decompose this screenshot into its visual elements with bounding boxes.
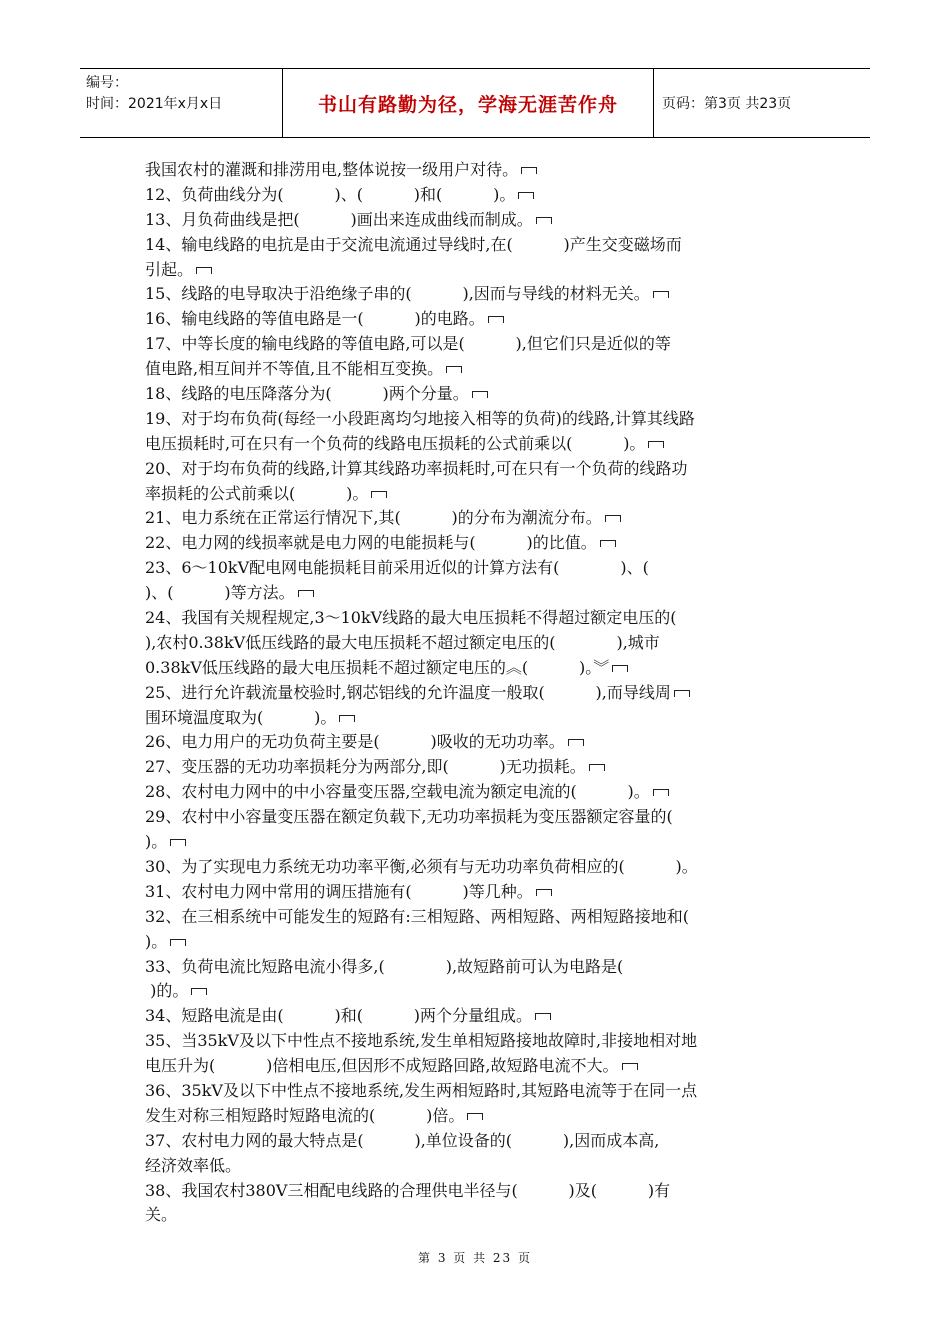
header-left-cell [80,69,283,137]
header-table [80,68,870,138]
text-line [145,233,809,258]
line-text: 电压升为( )倍相电压,但因形不成短路回路,故短路电流不大。 [145,1056,619,1076]
text-line [145,656,809,681]
line-text: 34、短路电流是由( )和( )两个分量组成。 [145,1006,533,1026]
paragraph-mark-icon [371,491,387,498]
text-line [145,1029,809,1054]
line-text: )。 [145,832,168,852]
line-text: )、( )等方法。 [145,583,295,603]
paragraph-mark-icon [648,441,664,448]
line-text: 率损耗的公式前乘以( )。 [145,483,369,503]
line-text: 29、农村中小容量变压器在额定负载下,无功功率损耗为变压器额定容量的( [145,807,673,827]
line-text: 16、输电线路的等值电路是一( )的电路。 [145,309,485,329]
text-line [145,930,809,955]
text-line [145,979,809,1004]
text-line [145,1179,809,1204]
text-line [145,955,809,980]
paragraph-mark-icon [521,167,537,174]
paragraph-mark-icon [674,690,690,697]
paragraph-mark-icon [488,316,504,323]
paragraph-mark-icon [600,540,616,547]
line-text: 20、对于均布负荷的线路,计算其线路功率损耗时,可在只有一个负荷的线路功 [145,458,688,478]
text-line [145,332,809,357]
line-text: 12、负荷曲线分为( )、( )和( )。 [145,184,516,204]
paragraph-mark-icon [605,515,621,522]
text-line [145,855,809,880]
line-text: 38、我国农村380V三相配电线路的合理供电半径与( )及( )有 [145,1180,671,1200]
text-line [145,506,809,531]
text-line [145,581,809,606]
paragraph-mark-icon [467,1113,483,1120]
line-text: 33、负荷电流比短路电流小得多,( ),故短路前可认为电路是( [145,956,624,976]
paragraph-mark-icon [191,988,207,995]
text-line [145,681,809,706]
paragraph-mark-icon [298,590,314,597]
text-line [145,482,809,507]
text-line [145,407,809,432]
line-text: 26、电力用户的无功负荷主要是( )吸收的无功功率。 [145,732,565,752]
text-line [145,780,809,805]
text-line [145,282,809,307]
line-text: 36、35kV及以下中性点不接地系统,发生两相短路时,其短路电流等于在同一点 [145,1080,698,1100]
line-text: 21、电力系统在正常运行情况下,其( )的分布为潮流分布。 [145,508,602,528]
text-line [145,1104,809,1129]
text-line [145,208,809,233]
text-line [145,382,809,407]
line-text: 关。 [145,1205,178,1225]
line-text: 31、农村电力网中常用的调压措施有( )等几种。 [145,881,533,901]
text-line [145,606,809,631]
line-text: 引起。 [145,259,194,279]
line-text: 27、变压器的无功功率损耗分为两部分,即( )无功损耗。 [145,757,586,777]
line-text: 电压损耗时,可在只有一个负荷的线路电压损耗的公式前乘以( )。 [145,433,646,453]
paragraph-mark-icon [170,939,186,946]
paragraph-mark-icon [196,267,212,274]
text-line [145,158,809,183]
line-text: 0.38kV低压线路的最大电压损耗不超过额定电压的︽( )。︾ [145,657,610,677]
line-text: 24、我国有关规程规定,3～10kV线路的最大电压损耗不得超过额定电压的( [145,608,677,628]
number-label: 编号： [86,75,128,91]
text-line [145,556,809,581]
paragraph-mark-icon [535,1013,551,1020]
motto: 书山有路勤为径，学海无涯苦作舟 [283,69,654,137]
text-line [145,905,809,930]
line-text: 19、对于均布负荷(每经一小段距离均匀地接入相等的负荷)的线路,计算其线路 [145,408,695,428]
text-line [145,1129,809,1154]
paragraph-mark-icon [518,192,534,199]
line-text: 值电路,相互间并不等值,且不能相互变换。 [145,359,444,379]
line-text: 32、在三相系统中可能发生的短路有:三相短路、两相短路、两相短路接地和( [145,906,689,926]
line-text: 经济效率低。 [145,1155,242,1175]
document-body [145,158,809,1228]
paragraph-mark-icon [612,665,628,672]
paragraph-mark-icon [446,366,462,373]
text-line [145,432,809,457]
paragraph-mark-icon [536,889,552,896]
line-text: )的。 [145,981,189,1001]
text-line [145,457,809,482]
line-text: 35、当35kV及以下中性点不接地系统,发生单相短路接地故障时,非接地相对地 [145,1031,698,1051]
line-text: 25、进行允许载流量校验时,钢芯铝线的允许温度一般取( ),而导线周 [145,682,671,702]
line-text: 15、线路的电导取决于沿绝缘子串的( ),因而与导线的材料无关。 [145,284,650,304]
line-text: 我国农村的灌溉和排涝用电,整体说按一级用户对待。 [145,160,519,179]
text-line [145,183,809,208]
text-line [145,1203,809,1228]
text-line [145,830,809,855]
text-line [145,1079,809,1104]
text-line [145,805,809,830]
line-text: 18、线路的电压降落分为( )两个分量。 [145,384,469,404]
text-line [145,531,809,556]
paragraph-mark-icon [568,739,584,746]
line-text: 发生对称三相短路时短路电流的( )倍。 [145,1105,465,1125]
paragraph-mark-icon [472,391,488,398]
line-text: 23、6～10kV配电网电能损耗目前采用近似的计算方法有( )、( [145,558,649,578]
paragraph-mark-icon [653,789,669,796]
paragraph-mark-icon [170,839,186,846]
text-line [145,307,809,332]
page-footer: 第 3 页 共 23 页 [418,1251,532,1265]
text-line [145,880,809,905]
line-text: 14、输电线路的电抗是由于交流电流通过导线时,在( )产生交变磁场而 [145,234,682,254]
page-info: 页码：第3页 共23页 [662,96,792,112]
text-line [145,730,809,755]
line-text: )。 [145,931,168,951]
line-text: 37、农村电力网的最大特点是( ),单位设备的( ),因而成本高, [145,1130,660,1150]
text-line [145,1154,809,1179]
text-line [145,1004,809,1029]
paragraph-mark-icon [653,291,669,298]
line-text: 28、农村电力网中的中小容量变压器,空载电流为额定电流的( )。 [145,782,650,802]
text-line [145,357,809,382]
line-text: 30、为了实现电力系统无功功率平衡,必须有与无功功率负荷相应的( )。 [145,856,698,876]
line-text: 13、月负荷曲线是把( )画出来连成曲线而制成。 [145,209,533,229]
line-text: 围环境温度取为( )。 [145,707,337,727]
text-line [145,1054,809,1079]
text-line [145,258,809,283]
text-line [145,631,809,656]
paragraph-mark-icon [589,764,605,771]
text-line [145,706,809,731]
line-text: 17、中等长度的输电线路的等值电路,可以是( ),但它们只是近似的等 [145,334,671,354]
line-text: 22、电力网的线损率就是电力网的电能损耗与( )的比值。 [145,533,597,553]
time-label: 时间：2021年x月x日 [86,96,223,112]
paragraph-mark-icon [339,715,355,722]
paragraph-mark-icon [536,217,552,224]
line-text: ),农村0.38kV低压线路的最大电压损耗不超过额定电压的( ),城市 [145,632,660,652]
paragraph-mark-icon [622,1063,638,1070]
text-line [145,755,809,780]
